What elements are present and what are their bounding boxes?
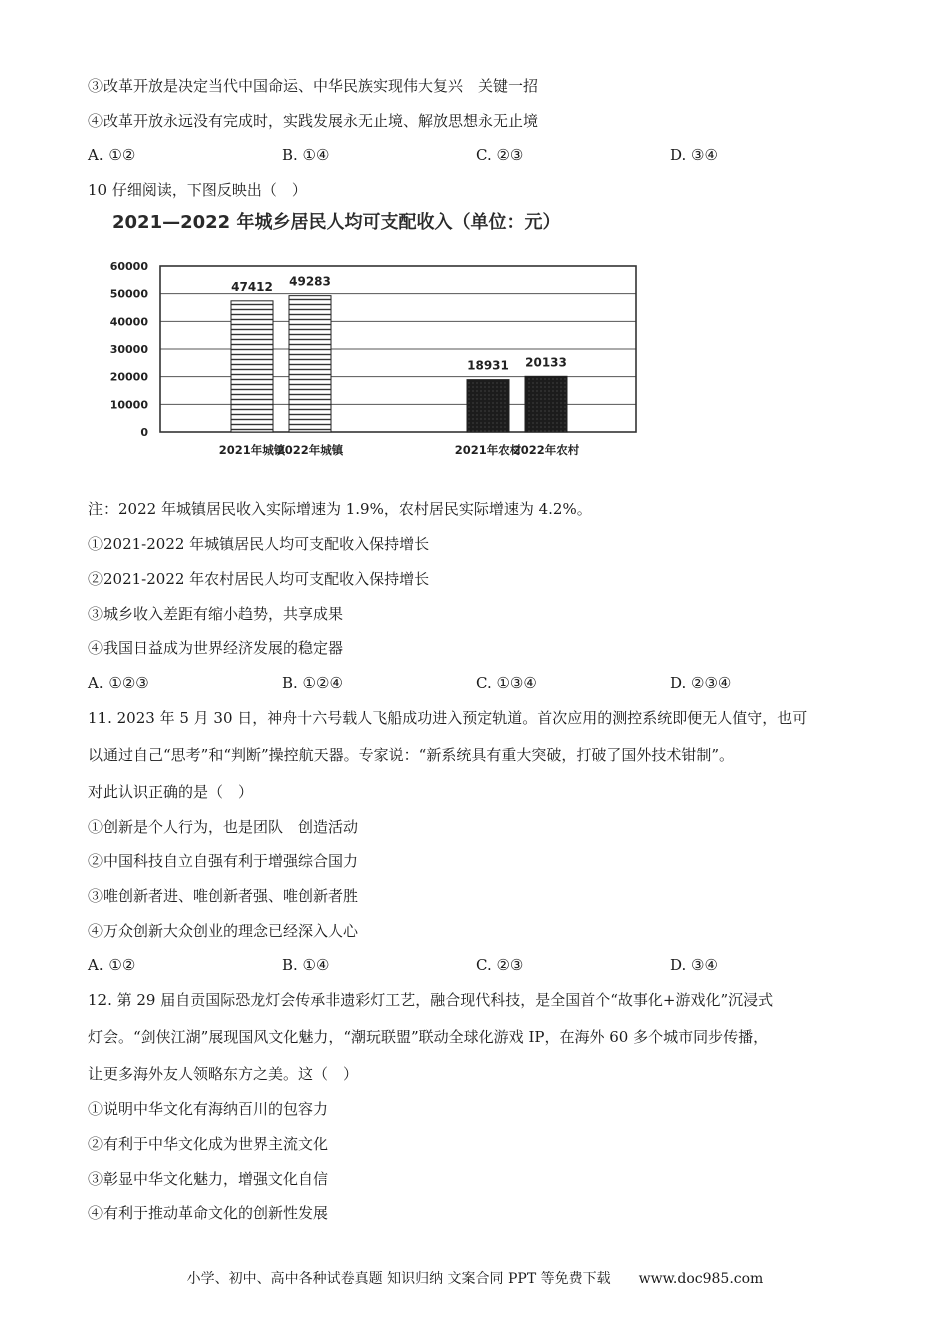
x-category-label: 2021年城镇	[218, 443, 286, 457]
bar-value-label: 49283	[289, 274, 331, 289]
q12-item-1: ①说明中华文化有海纳百川的包容力	[88, 1100, 329, 1118]
q10-item-3: ③城乡收入差距有缩小趋势，共享成果	[88, 605, 344, 623]
q12-item-4: ④有利于推动革命文化的创新性发展	[88, 1204, 329, 1222]
y-tick-label: 50000	[109, 287, 148, 301]
q9-option-b: B. ①④	[282, 146, 330, 164]
x-category-label: 2022年城镇	[276, 443, 344, 457]
bar-3	[467, 380, 509, 432]
q12-stem-line-2: 灯会。“剑侠江湖”展现国风文化魅力，“潮玩联盟”联动全球化游戏 IP，在海外 60 多个城市同步传播，	[88, 1028, 769, 1046]
y-tick-label: 0	[140, 426, 148, 439]
q10-item-1: ①2021-2022 年城镇居民人均可支配收入保持增长	[88, 535, 430, 553]
q10-stem: 10 仔细阅读，下图反映出（ ）	[88, 181, 307, 199]
y-tick-label: 40000	[109, 315, 148, 329]
q10-item-4: ④我国日益成为世界经济发展的稳定器	[88, 639, 344, 657]
q11-item-1: ①创新是个人行为，也是团队 创造活动	[88, 818, 359, 836]
q12-stem-line-3: 让更多海外友人领略东方之美。这（ ）	[88, 1065, 359, 1083]
q11-stem-line-1: 11. 2023 年 5 月 30 日，神舟十六号载人飞船成功进入预定轨道。首次应用的测控系统即便无人值守，也可	[88, 709, 808, 727]
bar-value-label: 18931	[467, 358, 509, 373]
q9-item-3: ③改革开放是决定当代中国命运、中华民族实现伟大复兴 关键一招	[88, 77, 539, 95]
q10-item-2: ②2021-2022 年农村居民人均可支配收入保持增长	[88, 570, 430, 588]
q11-option-a: A. ①②	[88, 956, 136, 974]
q9-item-4: ④改革开放永远没有完成时，实践发展永无止境、解放思想永无止境	[88, 112, 539, 130]
q11-option-b: B. ①④	[282, 956, 330, 974]
q9-option-d: D. ③④	[670, 146, 718, 164]
q10-note: 注：2022 年城镇居民收入实际增速为 1.9%，农村居民实际增速为 4.2%。	[88, 500, 592, 518]
income-bar-chart	[88, 202, 668, 470]
q10-option-a: A. ①②③	[88, 674, 149, 692]
q10-option-c: C. ①③④	[476, 674, 537, 692]
chart-plot	[110, 260, 636, 457]
page-footer: 小学、初中、高中各种试卷真题 知识归纳 文案合同 PPT 等免费下载 www.doc985.com	[186, 1271, 764, 1287]
x-category-label: 2022年农村	[512, 443, 580, 457]
y-tick-label: 10000	[109, 398, 148, 412]
q10-option-d: D. ②③④	[670, 674, 732, 692]
bar-2	[289, 296, 331, 432]
y-tick-label: 20000	[109, 370, 148, 384]
chart-title: 2021—2022 年城乡居民人均可支配收入（单位：元）	[112, 212, 561, 233]
y-tick-label: 60000	[109, 260, 148, 273]
bar-4	[525, 376, 567, 432]
q11-item-2: ②中国科技自立自强有利于增强综合国力	[88, 852, 359, 870]
q12-item-2: ②有利于中华文化成为世界主流文化	[88, 1135, 329, 1153]
q12-stem-line-1: 12. 第 29 届自贡国际恐龙灯会传承非遗彩灯工艺，融合现代科技，是全国首个“故事化+游戏化”沉浸式	[88, 991, 774, 1009]
q11-item-4: ④万众创新大众创业的理念已经深入人心	[88, 922, 359, 940]
y-tick-label: 30000	[109, 343, 148, 356]
q11-option-c: C. ②③	[476, 956, 524, 974]
q11-stem-line-2: 以通过自己“思考”和“判断”操控航天器。专家说：“新系统具有重大突破，打破了国外技术钳制”。	[88, 746, 735, 764]
bar-value-label: 20133	[525, 355, 567, 370]
q12-item-3: ③彰显中华文化魅力，增强文化自信	[88, 1170, 329, 1188]
x-category-label: 2021年农村	[454, 443, 522, 457]
q11-item-3: ③唯创新者进、唯创新者强、唯创新者胜	[88, 887, 359, 905]
q10-option-b: B. ①②④	[282, 674, 343, 692]
bar-1	[231, 301, 273, 432]
q9-option-c: C. ②③	[476, 146, 524, 164]
q11-option-d: D. ③④	[670, 956, 718, 974]
q9-option-a: A. ①②	[88, 146, 136, 164]
q11-stem-line-3: 对此认识正确的是（ ）	[88, 783, 254, 801]
bar-value-label: 47412	[231, 279, 273, 294]
